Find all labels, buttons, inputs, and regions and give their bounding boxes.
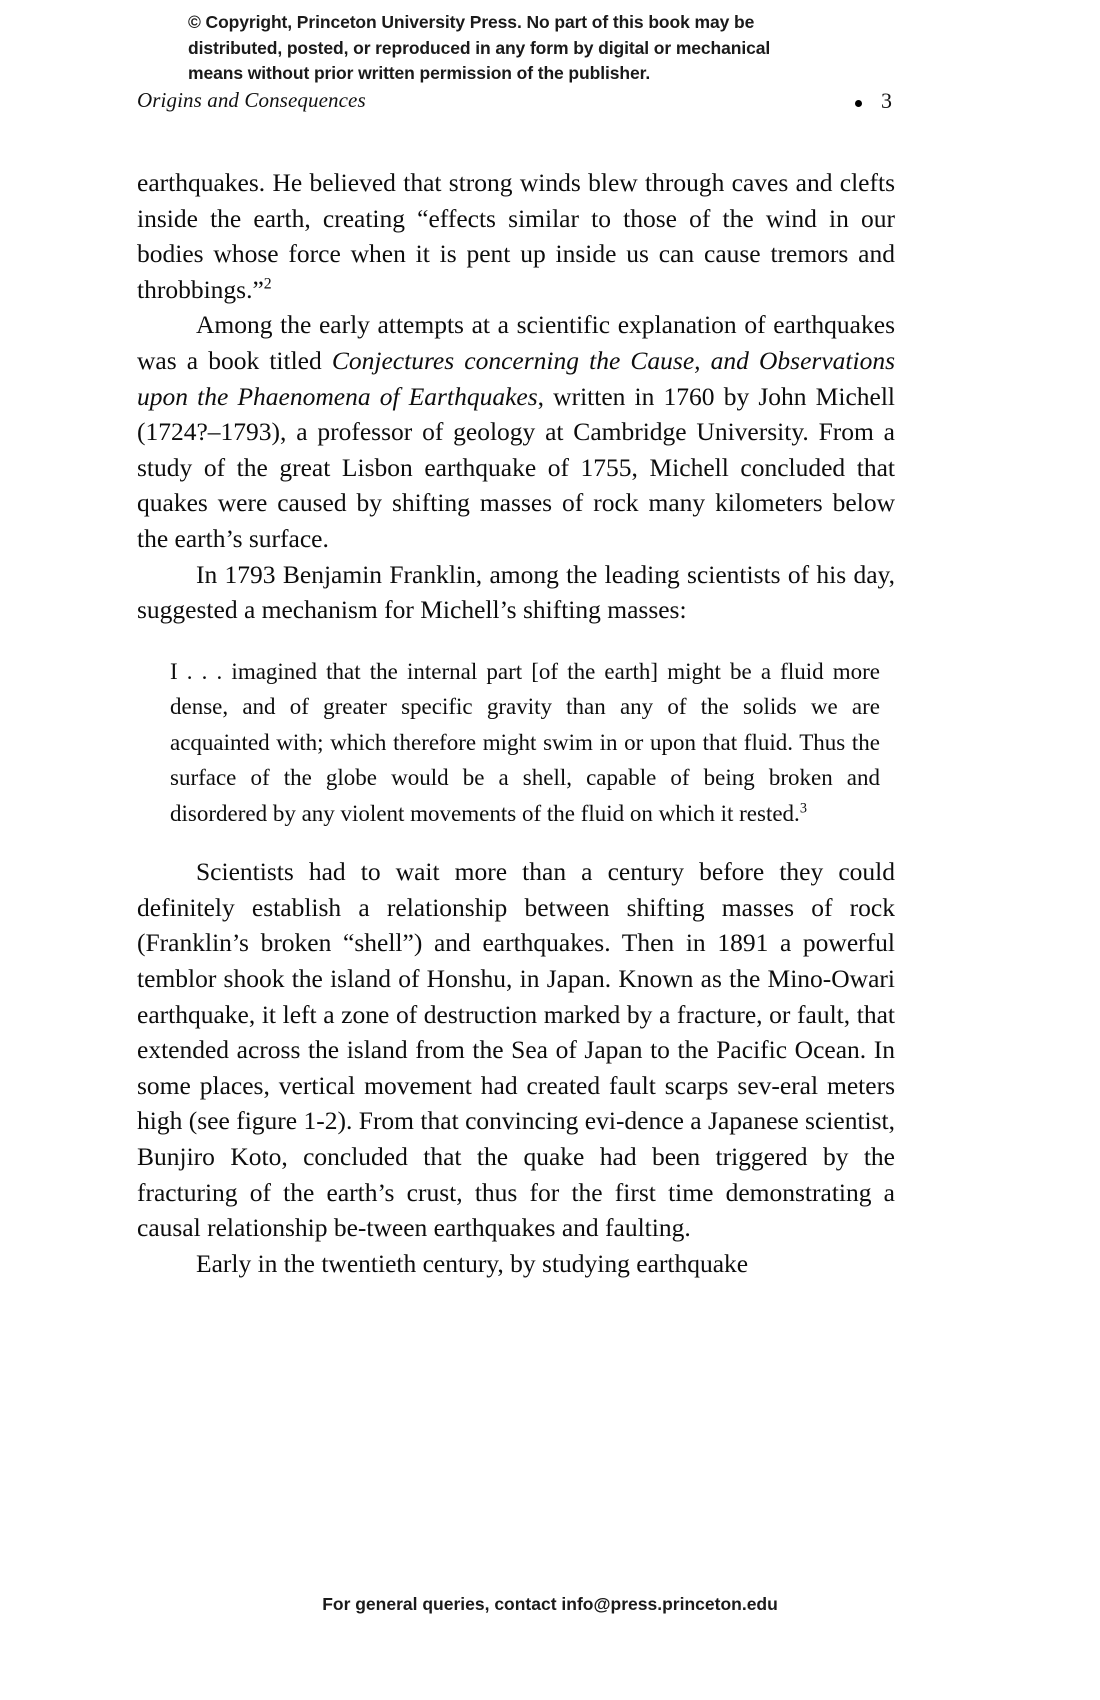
block-quote-body: I . . . imagined that the internal part [of the earth] might be a fluid more dense, and of greater specific gravity than any of the solids we are acquainted with; which therefore might swim in or upon that fluid. Thus the surface of the globe would be a shell, capable of being broken and disordered by any violent movements of the fluid on which it rested. xyxy=(170,658,880,826)
paragraph-2-text-part2: , written in 1760 by John Michell (1724?–1793), a professor of geology at Cambridge University. From a study of the great Lisbon earthquake of 1755, Michell concluded that quakes were caused by shifting masses of rock many kilometers below the earth’s surface. xyxy=(137,381,895,553)
footnote-marker-2: 2 xyxy=(263,275,272,293)
bullet-icon xyxy=(855,100,862,107)
copyright-line-1: © Copyright, Princeton University Press. No part of this book may be xyxy=(188,12,755,32)
paragraph-5: Early in the twentieth century, by studying earthquake xyxy=(196,1248,749,1278)
page-number: 3 xyxy=(881,88,892,113)
body-text-column xyxy=(137,165,895,1281)
copyright-line-2: distributed, posted, or reproduced in any form by digital or mechanical xyxy=(188,37,771,58)
footer-query-notice: For general queries, contact info@press.princeton.edu xyxy=(322,1594,778,1614)
block-quote-text xyxy=(170,654,880,832)
paragraph-1 xyxy=(137,165,895,307)
block-quote xyxy=(137,654,880,832)
running-head xyxy=(137,88,903,118)
paragraph-2-text-part1: Among the early attempts at a scientific explanation of earthquakes was a book titled xyxy=(137,310,895,375)
spacer xyxy=(137,831,895,854)
paragraph-1-text: earthquakes. He believed that strong winds blew through caves and clefts inside the earth, creating “effects similar to those of the wind in our bodies whose force when it is pent up inside us can cause tremors and throbbings.” xyxy=(137,168,895,304)
paragraph-2 xyxy=(137,307,895,556)
copyright-notice xyxy=(188,10,828,87)
paragraph-4: Scientists had to wait more than a century before they could definitely establish a relationship between shifting masses of rock (Franklin’s broken “shell”) and earthquakes. Then in 1891 a powerful temblor shook the island of Honshu, in Japan. Known as the Mino-Owari earthquake, it left a zone of destruction marked by a fracture, or fault, that extended across the island from the Sea of Japan to the Pacific Ocean. In some places, vertical movement had created fault scarps sev-eral meters high (see figure 1-2). From that convincing evi-dence a Japanese scientist, Bunjiro Koto, concluded that the quake had been triggered by the fracturing of the earth’s crust, thus for the first time demonstrating a causal relationship be-tween earthquakes and faulting. xyxy=(137,857,895,1243)
running-head-title: Origins and Consequences xyxy=(137,88,366,112)
paragraph-3: In 1793 Benjamin Franklin, among the leading scientists of his day, suggested a mechanism for Michell’s shifting masses: xyxy=(137,559,895,625)
book-title-italic: Conjectures concerning the Cause, and Observations upon the Phaenomena of Earthquakes xyxy=(137,345,895,411)
copyright-line-3: means without prior written permission of the publisher. xyxy=(188,63,651,84)
footnote-marker-3: 3 xyxy=(799,800,807,817)
